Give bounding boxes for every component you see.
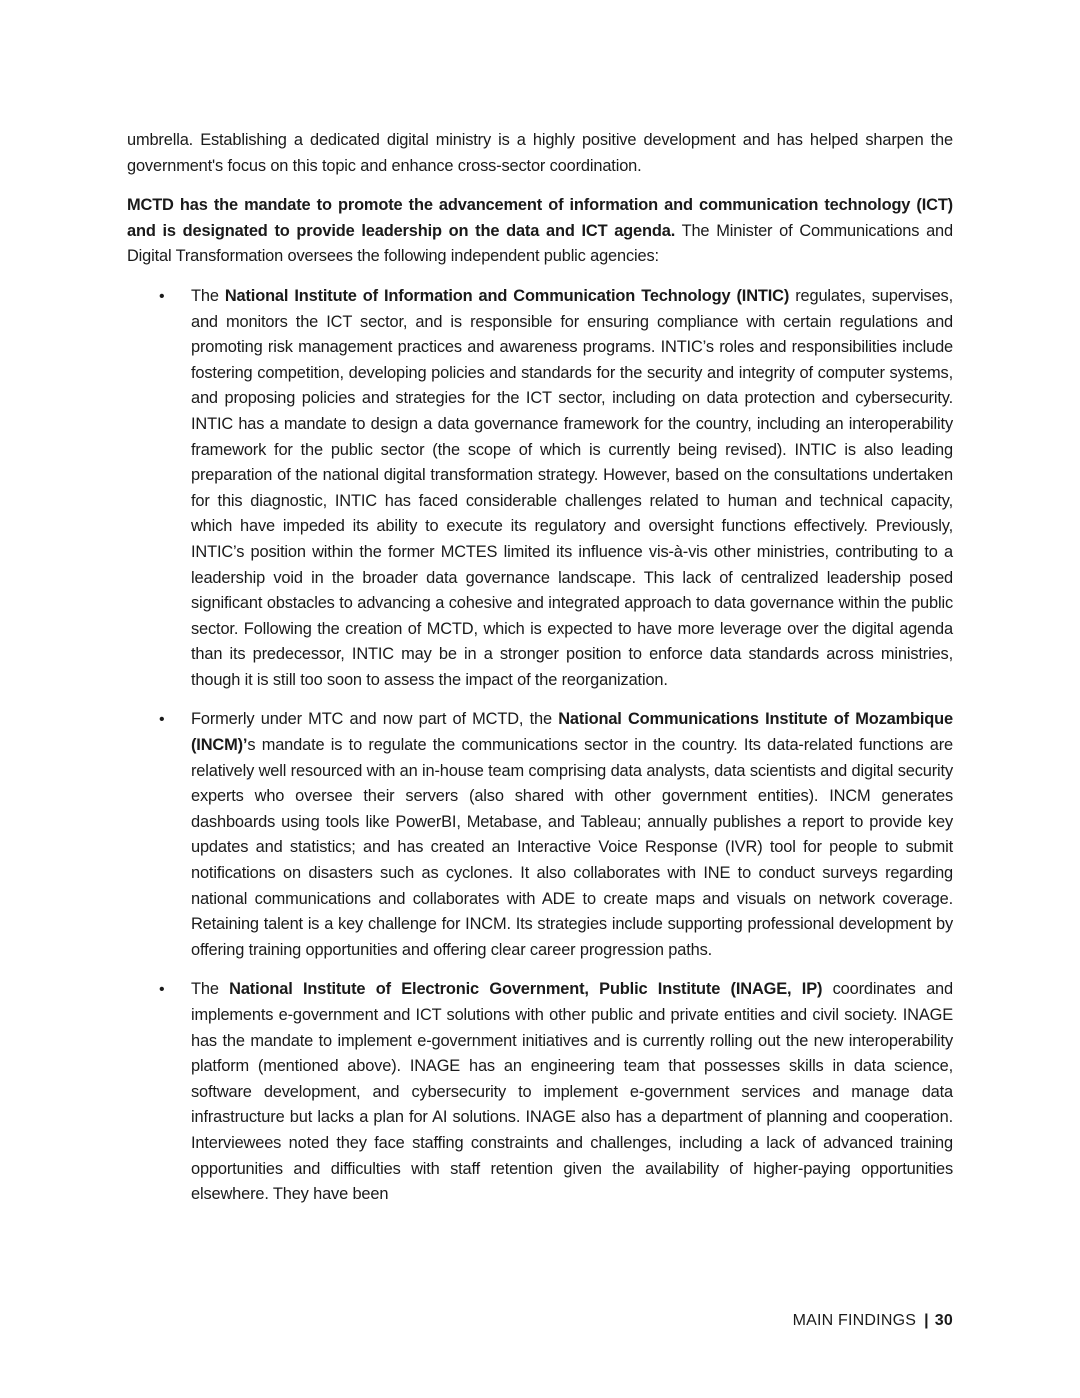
agency-intro-text: The (191, 286, 225, 305)
agency-name-incm: National Communications Institute of Mozambique (INCM)’ (191, 710, 953, 755)
footer-separator: | (924, 1312, 929, 1329)
agencies-list (127, 284, 953, 1208)
page-footer (793, 1312, 953, 1330)
agency-name-inage: National Institute of Electronic Government, Public Institute (INAGE, IP) (229, 980, 823, 999)
agency-description: regulates, supervises, and monitors the ICT sector, and is responsible for ensuring compliance with certain regulations and promoting risk management practices and awareness programs. INTIC’s roles and responsibilities include fostering competition, developing policies and standards for the security and integrity of computer systems, and proposing policies and strategies for the ICT sector, including on data protection and cybersecurity. INTIC has a mandate to design a data governance framework for the country, including an interoperability framework for the public sector (the scope of which is currently being revised). INTIC is also leading preparation of the national digital transformation strategy. However, based on the consultations undertaken for this diagnostic, INTIC has faced considerable challenges related to human and technical capacity, which have impeded its ability to execute its regulatory and oversight functions effectively. Previously, INTIC’s position within the former MCTES limited its influence vis-à-vis other ministries, contributing to a leadership void in the broader data governance landscape. This lack of centralized leadership posed significant obstacles to advancing a cohesive and integrated approach to data governance within the public sector. Following the creation of MCTD, which is expected to have more leverage over the digital agenda than its predecessor, INTIC may be in a stronger position to enforce data standards across ministries, though it is still too soon to assess the impact of the reorganization. (191, 286, 953, 689)
page-number: 30 (934, 1312, 953, 1329)
mctd-bold-lead: MCTD has the mandate to promote the advancement of information and communication technology (ICT) and is designated to provide leadership on the data and ICT agenda. (127, 196, 953, 240)
footer-section-title: MAIN FINDINGS (792, 1312, 917, 1329)
agency-intro-text: The (191, 980, 230, 999)
bullet-icon: • (159, 981, 165, 999)
agency-description: coordinates and implements e-government and ICT solutions with other public and private entities and civil society. INAGE has the mandate to implement e-government initiatives and is currently rolling out the new interoperability platform (mentioned above). INAGE has an engineering team that possesses skills in data science, software development, and cybersecurity to implement e-government services and manage data infrastructure but lacks a plan for AI solutions. INAGE also has a department of planning and cooperation. Interviewees noted they face staffing constraints and challenges, including a lack of advanced training opportunities and difficulties with staff retention given the availability of higher-paying opportunities elsewhere. They have been (191, 980, 953, 1204)
mctd-paragraph (127, 193, 953, 270)
agency-description: s mandate is to regulate the communications sector in the country. Its data-related functions are relatively well resourced with an in-house team comprising data analysts, data scientists and digital security experts who oversee their servers (also shared with other government entities). INCM generates dashboards using tools like PowerBI, Metabase, and Tableau; annually publishes a report to provide key updates and statistics; and has created an Interactive Voice Response (IVR) tool for people to submit notifications on disasters such as cyclones. It also collaborates with INE to conduct surveys regarding national communications and collaborates with ADE to create maps and visuals on network coverage. Retaining talent is a key challenge for INCM. Its strategies include supporting professional development by offering training opportunities and offering clear career progression paths. (191, 736, 953, 959)
list-item-incm (127, 707, 953, 963)
list-item-inage (127, 977, 953, 1207)
document-page (127, 128, 953, 1222)
mctd-paragraph-text: The Minister of Communications and Digital Transformation oversees the following independent public agencies: (127, 221, 953, 266)
intro-paragraph: umbrella. Establishing a dedicated digital ministry is a highly positive development and has helped sharpen the government's focus on this topic and enhance cross-sector coordination. (127, 131, 953, 175)
list-item-intic (127, 284, 953, 694)
agency-intro-text: Formerly under MTC and now part of MCTD, the (191, 710, 559, 729)
bullet-icon: • (159, 287, 165, 305)
bullet-icon: • (159, 711, 165, 729)
agency-name-intic: National Institute of Information and Communication Technology (INTIC) (224, 286, 790, 305)
